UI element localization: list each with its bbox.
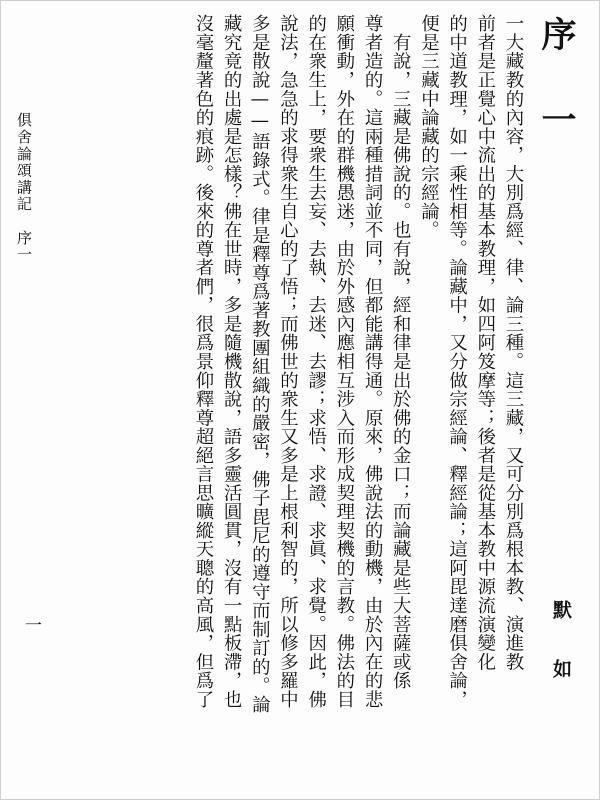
text-column: 前者是正覺心中流出的基本教理，如四阿笈摩等；後者是從基本教中源流演變化 [474,14,496,671]
page-title: 序 一 [536,16,577,145]
text-column: 願衝動，外在的群機愚迷，由於外感內應相互涉入而形成契理契機的言教。佛法的目 [333,14,355,709]
body-text-columns [88,14,522,784]
author-byline: 默 如 [550,600,572,689]
text-column: 的在衆生上，要衆生去妄、去執、去迷、去謬；求悟、求證、求眞、求覺。因此，佛 [305,14,327,709]
text-column: 說法，急急的求得衆生自心的了悟；而佛世的衆生又多是上根利智的，所以修多羅中 [277,14,299,709]
text-column: 有說，三藏是佛說的。也有說，經和律是出於佛的金口；而論藏是些大菩薩或係 [390,14,412,690]
running-head-spine-label: 俱舍論頌講記 序一 [15,112,33,264]
text-column: 一大藏教的內容，大別爲經、律、論三種。這三藏，又可分別爲根本教、演進教 [503,14,524,671]
text-column: 沒毫釐著色的痕跡。後來的尊者們，很爲景仰釋尊超絕言思曠縱天聰的高風，但爲了 [192,14,214,709]
text-column: 的中道教理，如一乘性相等。論藏中，又分做宗經論、釋經論；這阿毘達磨俱舍論， [446,14,468,709]
text-column: 尊者造的。這兩種措詞並不同，但都能講得通。原來，佛說法的動機，由於內在的悲 [362,14,384,709]
page-number: 一 [21,616,41,634]
text-column: 藏究竟的出處是怎樣？佛在世時，多是隨機散說，語多靈活圓貫，沒有一點板滯，也 [221,14,243,709]
text-column: 便是三藏中論藏的宗經論。 [418,14,440,240]
text-column: 多是散說——語錄式。律是釋尊爲著教團組織的嚴密，佛子毘尼的遵守而制訂的。論 [249,14,271,714]
